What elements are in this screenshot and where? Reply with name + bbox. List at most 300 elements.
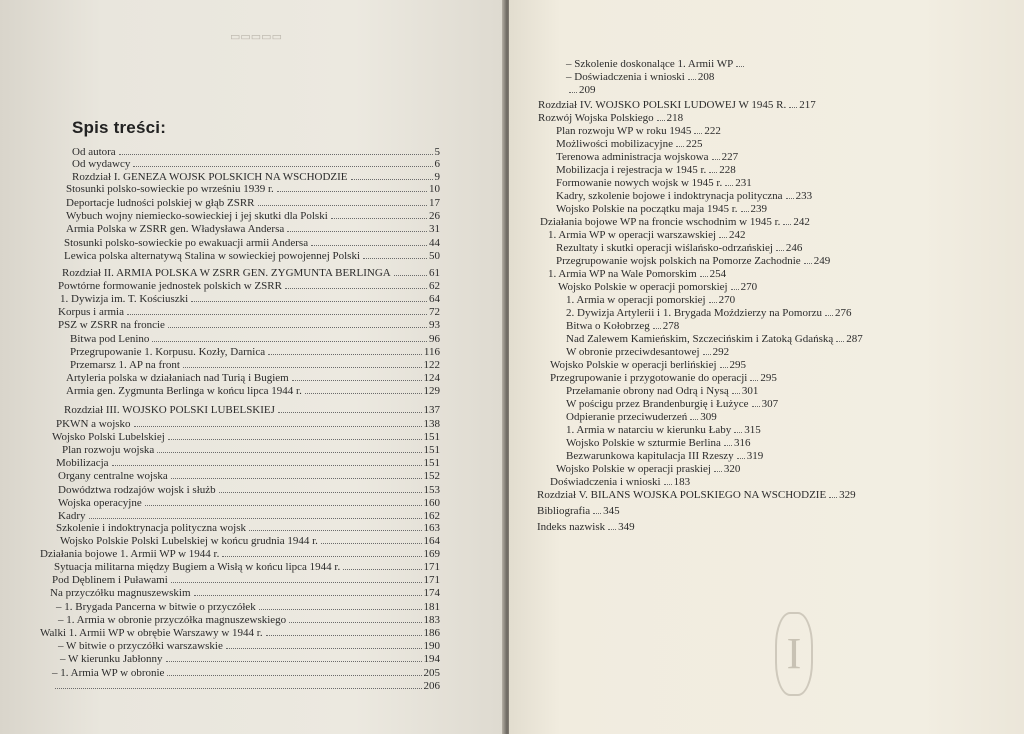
right-page	[509, 0, 1024, 734]
toc-entry-title: Rozdział III. WOJSKO POLSKI LUBELSKIEJ	[64, 404, 275, 416]
toc-entry-page: 329	[839, 489, 856, 501]
dot-leader	[657, 120, 665, 121]
toc-entry-page: 72	[429, 306, 440, 318]
dot-leader	[709, 172, 717, 173]
dot-leader	[277, 191, 427, 192]
toc-entry-title: Na przyczółku magnuszewskim	[50, 587, 191, 599]
toc-entry-title: Działania bojowe 1. Armii WP w 1944 r.	[40, 548, 220, 560]
dot-leader	[191, 301, 427, 302]
toc-entry	[556, 125, 721, 138]
toc-entry-title: Działania bojowe WP na froncie wschodnim w 1945 r.	[540, 216, 781, 228]
toc-entry-page: 254	[709, 268, 727, 280]
toc-entry	[556, 203, 767, 216]
toc-entry-title: Rozdział I. GENEZA WOJSK POLSKICH NA WSCHODZIE	[72, 171, 348, 183]
dot-leader	[321, 543, 422, 544]
dot-leader	[249, 530, 421, 531]
dot-leader	[127, 314, 427, 315]
dot-leader	[750, 380, 758, 381]
toc-entry-title: Formowanie nowych wojsk w 1945 r.	[556, 177, 723, 189]
toc-entry-title: Terenowa administracja wojskowa	[556, 151, 709, 163]
dot-leader	[226, 648, 422, 649]
toc-entry	[566, 398, 778, 411]
toc-entry	[54, 561, 440, 574]
dot-leader	[112, 465, 422, 466]
toc-entry-title: Wojsko Polskie Polski Lubelskiej w końcu grudnia 1944 r.	[60, 535, 318, 547]
toc-entry-page: 249	[813, 255, 831, 267]
toc-entry-page: 320	[723, 463, 741, 475]
dot-leader	[259, 609, 422, 610]
toc-entry	[56, 418, 440, 431]
toc-entry	[550, 372, 777, 385]
toc-entry-page: 61	[429, 267, 440, 279]
toc-entry-title: Szkolenie i indoktrynacja polityczna wojsk	[56, 522, 247, 534]
toc-entry-title: Bibliografia	[537, 505, 591, 517]
toc-entry	[66, 197, 440, 210]
toc-entry-title: Rezultaty i skutki operacji wiślańsko-odrzańskiej	[556, 242, 773, 254]
dot-leader	[731, 289, 739, 290]
toc-entry-page: 205	[423, 667, 440, 679]
toc-entry-page: 225	[686, 138, 703, 150]
dot-leader	[836, 341, 844, 342]
toc-entry	[558, 281, 757, 294]
toc-entry-title: – Szkolenie doskonalące 1. Armii WP	[566, 58, 734, 70]
toc-entry-title: Odpieranie przeciwuderzeń	[566, 411, 688, 423]
toc-entry-page: 217	[799, 99, 816, 111]
toc-entry-title: PSZ w ZSRR na froncie	[58, 319, 165, 331]
dot-leader	[222, 556, 421, 557]
toc-entry	[56, 601, 440, 614]
dot-leader	[720, 367, 728, 368]
toc-entry-title: Wojsko Polskie w operacji berlińskiej	[550, 359, 717, 371]
toc-entry-page: 242	[729, 229, 746, 241]
toc-entry-title: Pod Dęblinem i Puławami	[52, 574, 168, 586]
toc-entry-title: Rozdział V. BILANS WOJSKA POLSKIEGO NA WSCHODZIE	[537, 489, 827, 501]
toc-entry	[58, 470, 440, 483]
toc-entry	[566, 320, 679, 333]
dot-leader	[152, 341, 427, 342]
toc-entry-page: 160	[423, 497, 440, 509]
toc-entry-page: 218	[666, 112, 684, 124]
toc-entry-page: 9	[434, 171, 440, 183]
toc-entry	[52, 574, 440, 587]
toc-entry	[556, 164, 736, 177]
dot-leader	[166, 661, 422, 662]
toc-entry-title: Przegrupowanie i przygotowanie do operacji	[550, 372, 748, 384]
dot-leader	[709, 302, 717, 303]
dot-leader	[168, 327, 427, 328]
dot-leader	[167, 675, 421, 676]
toc-entry-page: 151	[423, 444, 440, 456]
dot-leader	[258, 205, 428, 206]
toc-entry	[566, 333, 863, 346]
toc-entry-title: Kadry, szkolenie bojowe i indoktrynacja polityczna	[556, 190, 783, 202]
toc-entry-title: – 1. Armia WP w obronie	[52, 667, 165, 679]
toc-entry-page: 6	[434, 158, 440, 170]
toc-entry-title: Korpus i armia	[58, 306, 124, 318]
dot-leader	[719, 237, 727, 238]
toc-entry	[556, 138, 703, 151]
toc-entry	[70, 333, 440, 346]
dot-leader	[183, 367, 422, 368]
dot-leader	[737, 458, 745, 459]
dot-leader	[311, 245, 427, 246]
toc-entry-page: 116	[423, 346, 440, 358]
toc-entry-page: 307	[761, 398, 779, 410]
toc-entry	[566, 424, 761, 437]
toc-entry	[58, 319, 440, 332]
toc-entry-title: Nad Zalewem Kamieńskim, Szczecińskim i Zatoką Gdańską	[566, 333, 834, 345]
dot-leader	[285, 288, 427, 289]
toc-entry-page: 270	[718, 294, 736, 306]
dot-leader	[690, 419, 698, 420]
toc-entry-page: 292	[712, 346, 730, 358]
toc-entry-title: 2. Dywizja Artylerii i 1. Brygada Moździerzy na Pomorzu	[566, 307, 822, 319]
dot-leader	[351, 179, 433, 180]
toc-entry-page: 137	[423, 404, 440, 416]
toc-entry	[548, 268, 726, 281]
toc-entry-page: 181	[423, 601, 440, 613]
toc-entry-title: Możliwości mobilizacyjne	[556, 138, 673, 150]
toc-entry-page: 190	[423, 640, 440, 652]
dot-leader	[343, 569, 421, 570]
toc-entry-title: W pościgu przez Brandenburgię i Łużyce	[566, 398, 749, 410]
toc-entry	[70, 346, 440, 359]
dot-leader	[266, 635, 422, 636]
toc-entry	[66, 210, 440, 223]
toc-entry-page: 164	[423, 535, 440, 547]
toc-entry-page: 96	[429, 333, 440, 345]
dot-leader	[829, 497, 837, 498]
dot-leader	[786, 198, 794, 199]
toc-entry-title: Wojska operacyjne	[58, 497, 142, 509]
dot-leader	[741, 211, 749, 212]
toc-entry	[538, 112, 683, 125]
toc-entry-page: 163	[423, 522, 440, 534]
toc-entry	[58, 484, 440, 497]
toc-entry	[556, 463, 740, 476]
toc-entry	[566, 58, 746, 71]
toc-entry-page: 153	[423, 484, 440, 496]
dot-leader	[694, 133, 702, 134]
toc-entry-page: 239	[750, 203, 767, 215]
toc-entry-page: 319	[746, 450, 764, 462]
dot-leader	[703, 354, 711, 355]
dot-leader	[171, 478, 422, 479]
toc-entry	[50, 587, 440, 600]
toc-entry	[58, 497, 440, 510]
toc-entry-title: 1. Armia WP w operacji warszawskiej	[548, 229, 717, 241]
toc-entry	[52, 667, 440, 680]
toc-entry	[566, 450, 763, 463]
toc-entry-title: Wojsko Polski Lubelskiej	[52, 431, 165, 443]
toc-entry-title: Bezwarunkowa kapitulacja III Rzeszy	[566, 450, 734, 462]
toc-entry-title: Wojsko Polskie w szturmie Berlina	[566, 437, 721, 449]
dot-leader	[714, 471, 722, 472]
toc-entry-title: Lewica polska alternatywą Stalina w sowieckiej powojennej Polski	[64, 250, 361, 262]
toc-entry-title: – Doświadczenia i wnioski	[566, 71, 685, 83]
dot-leader	[278, 412, 422, 413]
toc-entry-page: 295	[760, 372, 777, 384]
toc-entry-page: 183	[423, 614, 440, 626]
toc-entry-page: 206	[423, 680, 440, 692]
toc-entry-title: Przemarsz 1. AP na front	[70, 359, 180, 371]
dot-leader	[268, 354, 422, 355]
toc-entry-page: 227	[721, 151, 739, 163]
dot-leader	[664, 484, 672, 485]
dot-leader	[653, 328, 661, 329]
toc-entry-title: Od autora	[72, 146, 116, 158]
toc-entry	[58, 306, 440, 319]
toc-entry	[56, 522, 440, 535]
toc-entry-page: 152	[423, 470, 440, 482]
toc-entry	[566, 437, 750, 450]
toc-entry-page: 151	[423, 431, 440, 443]
toc-entry	[556, 151, 738, 164]
toc-entry-title: Deportacje ludności polskiej w głąb ZSRR	[66, 197, 255, 209]
toc-entry	[66, 223, 440, 236]
toc-entry	[566, 294, 735, 307]
toc-entry	[556, 190, 812, 203]
toc-entry-page: 246	[785, 242, 803, 254]
toc-entry	[56, 457, 440, 470]
toc-entry-title: Bitwa pod Lenino	[70, 333, 150, 345]
toc-entry-page: 276	[835, 307, 852, 319]
toc-entry	[72, 158, 440, 171]
toc-entry	[566, 346, 729, 359]
toc-entry-title: 1. Dywizja im. T. Kościuszki	[60, 293, 189, 305]
toc-entry-page: 174	[423, 587, 440, 599]
toc-entry-page: 295	[729, 359, 747, 371]
toc-entry-page: 209	[579, 84, 596, 96]
toc-entry-page: 315	[744, 424, 761, 436]
toc-entry-page: 278	[662, 320, 680, 332]
toc-entry-page: 316	[733, 437, 751, 449]
toc-entry-page: 93	[429, 319, 440, 331]
toc-entry	[62, 267, 440, 280]
toc-entry-page: 138	[423, 418, 440, 430]
toc-entry-page: 129	[423, 385, 440, 397]
toc-entry-page: 5	[434, 146, 440, 158]
toc-entry-page: 242	[793, 216, 810, 228]
toc-entry-title: Mobilizacja	[56, 457, 109, 469]
toc-entry	[556, 242, 802, 255]
dot-leader	[804, 263, 812, 264]
dot-leader	[608, 529, 616, 530]
toc-entry-page: 17	[429, 197, 440, 209]
toc-entry-title: 1. Armia w natarciu w kierunku Łaby	[566, 424, 732, 436]
toc-entry-title: Armia gen. Zygmunta Berlinga w końcu lipca 1944 r.	[66, 385, 302, 397]
dot-leader	[194, 595, 422, 596]
dot-leader	[287, 231, 427, 232]
toc-entry-page: 183	[673, 476, 691, 488]
toc-entry-title: Stosunki polsko-sowieckie po ewakuacji armii Andersa	[64, 237, 309, 249]
toc-entry-page: 44	[429, 237, 440, 249]
toc-entry-title: Rozdział II. ARMIA POLSKA W ZSRR GEN. ZYGMUNTA BERLINGA	[62, 267, 391, 279]
dot-leader	[725, 185, 733, 186]
dot-leader	[783, 224, 791, 225]
toc-entry	[566, 71, 714, 84]
toc-entry	[556, 255, 830, 268]
toc-entry-page: 345	[603, 505, 620, 517]
dot-leader	[89, 518, 422, 519]
toc-entry	[566, 84, 596, 97]
dot-leader	[776, 250, 784, 251]
dot-leader	[700, 276, 708, 277]
toc-entry	[566, 307, 852, 320]
toc-entry-title: Rozdział IV. WOJSKO POLSKI LUDOWEJ W 1945 R.	[538, 99, 787, 111]
toc-entry-title: Organy centralne wojska	[58, 470, 168, 482]
toc-entry-title: Powtórne formowanie jednostek polskich w ZSRR	[58, 280, 282, 292]
toc-entry-title: Stosunki polsko-sowieckie po wrześniu 1939 r.	[66, 183, 274, 195]
dot-leader	[688, 79, 696, 80]
toc-entry-page: 169	[423, 548, 440, 560]
toc-entry-page: 171	[423, 561, 440, 573]
dot-leader	[133, 166, 432, 167]
toc-entry-title: Wybuch wojny niemiecko-sowieckiej i jej skutki dla Polski	[66, 210, 328, 222]
dot-leader	[171, 582, 422, 583]
toc-entry-title: 1. Armia w operacji pomorskiej	[566, 294, 706, 306]
dot-leader	[168, 439, 422, 440]
toc-entry	[58, 280, 440, 293]
toc-entry-title: Sytuacja militarna między Bugiem a Wisłą w końcu lipca 1944 r.	[54, 561, 341, 573]
toc-entry-title: Plan rozwoju WP w roku 1945	[556, 125, 692, 137]
toc-entry	[537, 505, 620, 518]
toc-entry-title: Przegrupowanie wojsk polskich na Pomorze Zachodnie	[556, 255, 801, 267]
dot-leader	[119, 154, 433, 155]
dot-leader	[736, 66, 744, 67]
dot-leader	[825, 315, 833, 316]
toc-entry-page: 26	[429, 210, 440, 222]
toc-entry-page: 171	[423, 574, 440, 586]
dot-leader	[292, 380, 422, 381]
toc-entry	[566, 385, 758, 398]
toc-entry-title: Kadry	[58, 510, 86, 522]
toc-entry-title: Od wydawcy	[72, 158, 131, 170]
toc-entry	[540, 216, 810, 229]
toc-entry-title: Indeks nazwisk	[537, 521, 606, 533]
toc-entry-page: 270	[740, 281, 758, 293]
toc-entry-title: – 1. Armia w obronie przyczółka magnuszewskiego	[58, 614, 287, 626]
toc-entry	[60, 653, 440, 666]
toc-entry-title: Artyleria polska w działaniach nad Turią i Bugiem	[66, 372, 289, 384]
toc-entry-title: PKWN a wojsko	[56, 418, 131, 430]
toc-entry-page: 31	[429, 223, 440, 235]
dot-leader	[219, 492, 422, 493]
toc-entry	[62, 444, 440, 457]
toc-entry-page: 151	[423, 457, 440, 469]
toc-entry	[64, 237, 440, 250]
toc-entry-title: – W bitwie o przyczółki warszawskie	[58, 640, 223, 652]
dot-leader	[732, 393, 740, 394]
toc-entry-title: Doświadczenia i wnioski	[550, 476, 661, 488]
toc-entry-title: Wojsko Polskie w operacji praskiej	[556, 463, 711, 475]
left-page	[0, 0, 506, 734]
toc-entry	[40, 627, 440, 640]
toc-entry-title: Rozwój Wojska Polskiego	[538, 112, 654, 124]
toc-entry	[64, 404, 440, 417]
dot-leader	[331, 218, 427, 219]
toc-entry-page: 186	[423, 627, 440, 639]
dot-leader	[676, 146, 684, 147]
toc-entry	[550, 359, 746, 372]
ghost-text: ▭▭▭▭▭	[230, 31, 282, 43]
toc-entry	[66, 372, 440, 385]
toc-entry-page: 301	[741, 385, 759, 397]
toc-entry-page: 231	[735, 177, 752, 189]
toc-entry	[58, 640, 440, 653]
toc-entry	[537, 521, 635, 534]
dot-leader	[305, 393, 422, 394]
dot-leader	[134, 426, 422, 427]
toc-entry-page: 62	[429, 280, 440, 292]
dot-leader	[157, 452, 421, 453]
toc-entry	[60, 293, 440, 306]
dot-leader	[394, 275, 427, 276]
toc-entry-title: 1. Armia WP na Wale Pomorskim	[548, 268, 697, 280]
toc-entry	[556, 177, 752, 190]
toc-entry-title: Bitwa o Kołobrzeg	[566, 320, 650, 332]
toc-entry-title: Wojsko Polskie w operacji pomorskiej	[558, 281, 728, 293]
dot-leader	[145, 505, 422, 506]
toc-entry-title: W obronie przeciwdesantowej	[566, 346, 700, 358]
toc-entry-page: 194	[423, 653, 440, 665]
toc-entry-page: 349	[618, 521, 635, 533]
dot-leader	[289, 622, 421, 623]
toc-entry	[40, 548, 440, 561]
toc-entry	[52, 431, 440, 444]
toc-heading: Spis treści:	[72, 118, 167, 137]
toc-entry-title: – W kierunku Jabłonny	[60, 653, 163, 665]
dot-leader	[363, 258, 427, 259]
bleed-through-seal: I	[775, 612, 813, 696]
toc-entry-page: 228	[719, 164, 736, 176]
toc-entry	[58, 614, 440, 627]
toc-entry-page: 233	[795, 190, 813, 202]
toc-entry	[70, 359, 440, 372]
toc-entry-title: Dowództwa rodzajów wojsk i służb	[58, 484, 216, 496]
dot-leader	[712, 159, 720, 160]
toc-entry-title: Przegrupowanie 1. Korpusu. Kozły, Darnica	[70, 346, 266, 358]
toc-entry	[66, 183, 440, 196]
dot-leader	[724, 445, 732, 446]
toc-entry	[66, 385, 440, 398]
toc-entry	[566, 411, 717, 424]
toc-entry-page: 222	[704, 125, 721, 137]
toc-entry-page: 122	[423, 359, 440, 371]
dot-leader	[569, 92, 577, 93]
toc-entry-title: Plan rozwoju wojska	[62, 444, 155, 456]
dot-leader	[752, 406, 760, 407]
toc-entry	[548, 229, 746, 242]
toc-entry-page: 10	[429, 183, 440, 195]
dot-leader	[789, 107, 797, 108]
toc-entry-page: 287	[846, 333, 863, 345]
toc-entry-title: – 1. Brygada Pancerna w bitwie o przyczółek	[56, 601, 256, 613]
dot-leader	[734, 432, 742, 433]
toc-entry	[538, 99, 816, 112]
toc-entry-page: 309	[700, 411, 717, 423]
dot-leader	[593, 513, 601, 514]
toc-entry-page: 50	[429, 250, 440, 262]
toc-entry-page: 64	[429, 293, 440, 305]
toc-entry-title: Mobilizacja i rejestracja w 1945 r.	[556, 164, 707, 176]
toc-entry	[537, 489, 856, 502]
toc-entry-page: 124	[423, 372, 440, 384]
toc-entry	[550, 476, 690, 489]
toc-entry-title: Wojsko Polskie na początku maja 1945 r.	[556, 203, 738, 215]
toc-entry	[60, 535, 440, 548]
toc-entry	[52, 680, 440, 693]
